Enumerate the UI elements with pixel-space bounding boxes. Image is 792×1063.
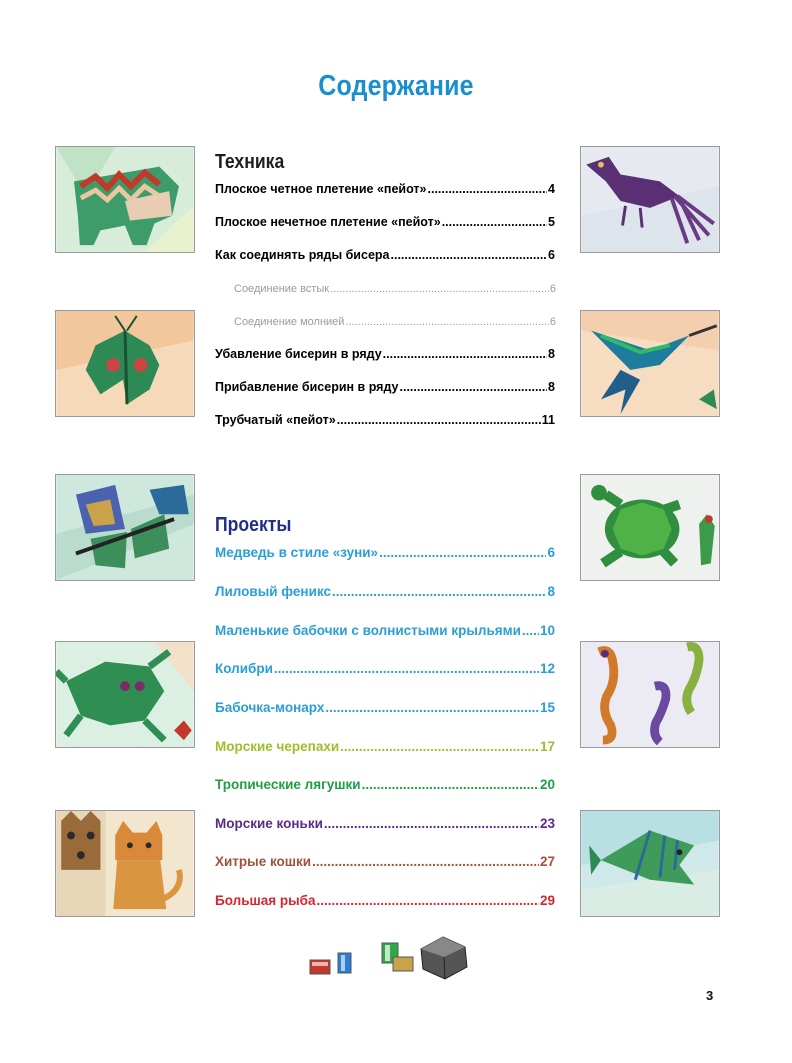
frog-image	[56, 642, 194, 747]
hummingbird-photo	[580, 310, 720, 417]
project-item-page: 6	[547, 545, 555, 560]
toc-leader	[337, 411, 541, 429]
project-item[interactable]	[215, 891, 555, 911]
zuni-bear-image	[56, 147, 194, 252]
project-item-label: Медведь в стиле «зуни»	[215, 545, 379, 560]
toc-leader	[362, 775, 539, 795]
project-item-label: Морские черепахи	[215, 739, 340, 754]
toc-item-page: 4	[548, 182, 555, 196]
project-item-label: Лиловый феникс	[215, 584, 331, 599]
toc-item[interactable]	[215, 213, 555, 231]
project-item-label: Хитрые кошки	[215, 854, 312, 869]
project-item[interactable]	[215, 621, 555, 641]
project-item-page: 17	[539, 739, 555, 754]
blue-bead-highlight	[341, 955, 345, 971]
project-item[interactable]	[215, 852, 555, 872]
fish-image	[581, 811, 719, 916]
toc-leader	[325, 698, 539, 718]
toc-item-page: 8	[548, 380, 555, 394]
project-item[interactable]	[215, 543, 555, 563]
project-item-label: Тропические лягушки	[215, 777, 361, 792]
toc-item[interactable]	[215, 411, 555, 429]
toc-item[interactable]	[215, 345, 555, 363]
toc-leader	[379, 543, 546, 563]
toc-subitem-label: Соединение молнией	[234, 316, 345, 328]
zuni-bear-photo	[55, 146, 195, 253]
toc-item-page: 11	[541, 413, 555, 427]
turtle-photo	[580, 474, 720, 581]
toc-subitem-page: 6	[549, 316, 556, 328]
toc-item-label: Трубчатый «пейот»	[215, 413, 336, 427]
monarch-butterfly-photo	[55, 310, 195, 417]
project-item-label: Бабочка-монарх	[215, 700, 325, 715]
frog-photo	[55, 641, 195, 748]
project-item-page: 12	[539, 661, 555, 676]
green-bead-highlight	[385, 945, 390, 961]
toc-leader	[312, 852, 539, 872]
project-item[interactable]	[215, 659, 555, 679]
toc-item-page: 8	[548, 347, 555, 361]
project-item-page: 29	[539, 893, 555, 908]
projects-heading: Проекты	[215, 514, 292, 536]
toc-leader	[522, 621, 539, 641]
monarch-butterfly-image	[56, 311, 194, 416]
toc-item-label: Плоское четное плетение «пейот»	[215, 182, 427, 196]
toc-leader	[330, 280, 549, 298]
toc-leader	[400, 378, 548, 396]
project-item[interactable]	[215, 698, 555, 718]
project-item-page: 8	[547, 584, 555, 599]
toc-leader	[340, 737, 539, 757]
toc-subitem[interactable]	[234, 313, 556, 331]
toc-leader	[442, 213, 547, 231]
toc-subitem[interactable]	[234, 280, 556, 298]
project-item-page: 15	[539, 700, 555, 715]
toc-item[interactable]	[215, 180, 555, 198]
page-title: Содержание	[318, 70, 474, 102]
project-item-page: 10	[539, 623, 555, 638]
toc-leader	[324, 814, 539, 834]
project-item[interactable]	[215, 775, 555, 795]
phoenix-photo	[580, 146, 720, 253]
toc-subitem-label: Соединение встык	[234, 283, 330, 295]
turtle-image	[581, 475, 719, 580]
project-item-label: Большая рыба	[215, 893, 316, 908]
toc-leader	[317, 891, 539, 911]
toc-item-label: Прибавление бисерин в ряду	[215, 380, 399, 394]
technique-heading: Техника	[215, 151, 285, 173]
toc-item-label: Плоское нечетное плетение «пейот»	[215, 215, 441, 229]
toc-item[interactable]	[215, 378, 555, 396]
wavy-butterfly-photo	[55, 474, 195, 581]
red-bead-highlight	[312, 962, 328, 966]
project-item-label: Морские коньки	[215, 816, 323, 831]
toc-item[interactable]	[215, 246, 555, 264]
toc-leader	[274, 659, 539, 679]
toc-item-label: Как соединять ряды бисера	[215, 248, 390, 262]
project-item-page: 20	[539, 777, 555, 792]
project-item[interactable]	[215, 737, 555, 757]
project-item[interactable]	[215, 814, 555, 834]
project-item-label: Колибри	[215, 661, 273, 676]
project-item[interactable]	[215, 582, 555, 602]
toc-leader	[332, 582, 547, 602]
page-number: 3	[706, 988, 714, 1003]
gold-bead-icon	[393, 957, 413, 971]
project-item-page: 23	[539, 816, 555, 831]
seahorses-image	[581, 642, 719, 747]
cats-photo	[55, 810, 195, 917]
toc-leader	[383, 345, 547, 363]
toc-item-page: 5	[548, 215, 555, 229]
toc-leader	[345, 313, 548, 331]
project-item-page: 27	[539, 854, 555, 869]
fish-photo	[580, 810, 720, 917]
project-item-label: Маленькие бабочки с волнистыми крыльями	[215, 623, 521, 638]
cats-image	[56, 811, 194, 916]
toc-leader	[428, 180, 548, 198]
decorative-beads	[305, 935, 475, 980]
toc-subitem-page: 6	[549, 283, 556, 295]
phoenix-image	[581, 147, 719, 252]
toc-leader	[391, 246, 548, 264]
wavy-butterfly-image	[56, 475, 194, 580]
seahorses-photo	[580, 641, 720, 748]
hummingbird-image	[581, 311, 719, 416]
toc-item-page: 6	[548, 248, 555, 262]
toc-item-label: Убавление бисерин в ряду	[215, 347, 382, 361]
